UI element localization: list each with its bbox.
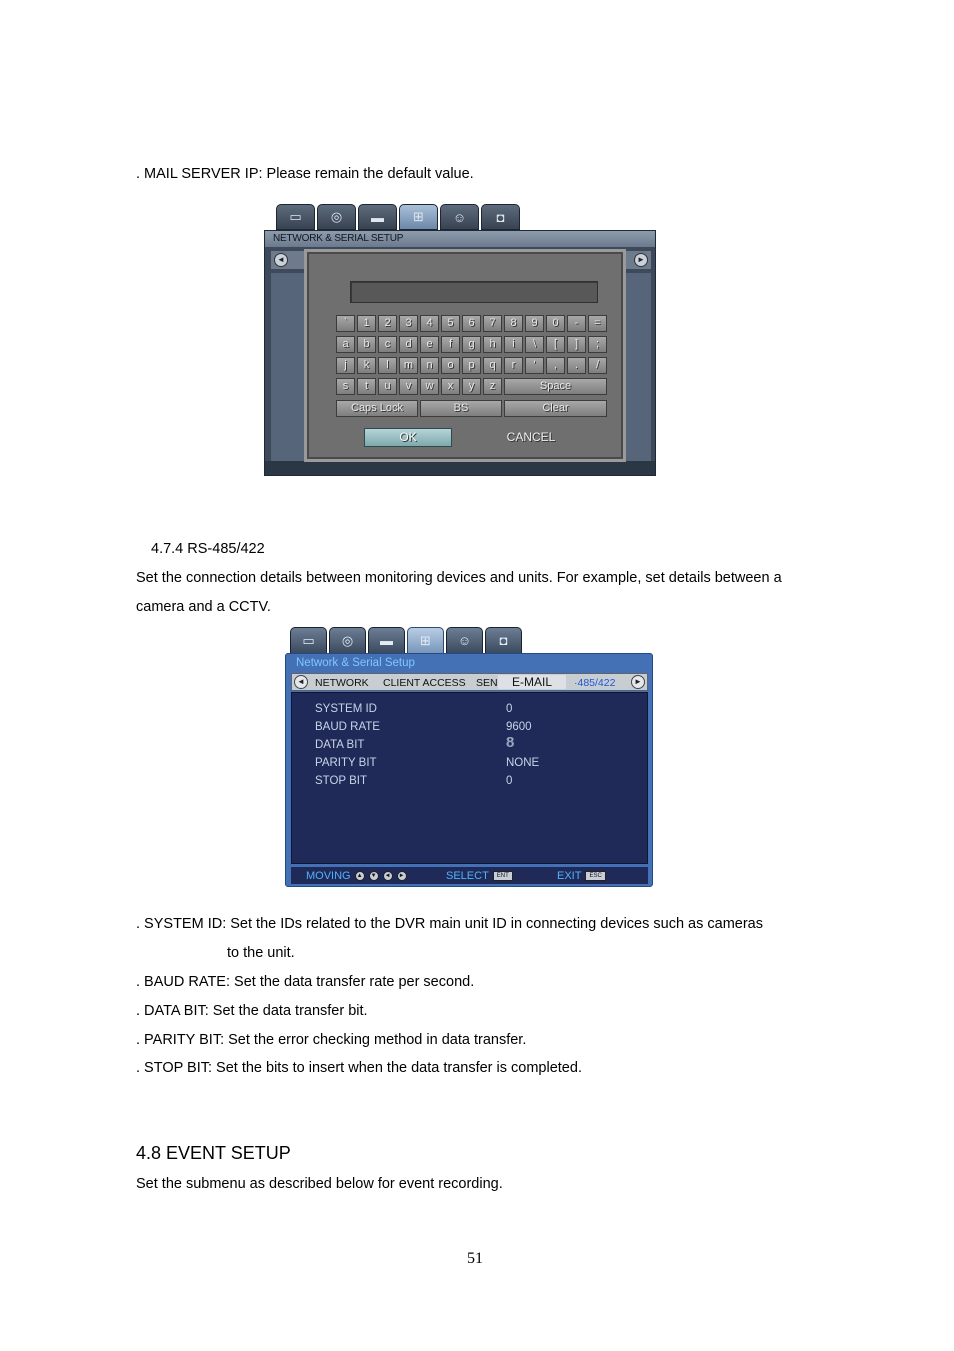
key[interactable]: r — [504, 357, 523, 374]
enter-key-icon: ENT — [493, 871, 513, 881]
setting-label-parity-bit: PARITY BIT — [315, 757, 377, 769]
key-row-4 — [336, 378, 607, 395]
section-heading-48: 4.8 EVENT SETUP — [136, 1143, 291, 1163]
ok-button[interactable]: OK — [364, 428, 452, 447]
bullet-data-bit: . DATA BIT: Set the data transfer bit. — [136, 1003, 368, 1019]
key[interactable]: 2 — [378, 315, 397, 332]
footer-moving-label: MOVING — [306, 870, 351, 882]
footer-select — [446, 869, 513, 883]
key[interactable]: p — [462, 357, 481, 374]
key[interactable]: k — [357, 357, 376, 374]
setting-value-stop-bit[interactable]: 0 — [506, 775, 513, 787]
camera-icon[interactable]: ◘ — [481, 204, 520, 230]
arrow-down-icon: ▼ — [369, 871, 379, 881]
space-key[interactable]: Space — [504, 378, 607, 395]
setup-window — [285, 653, 653, 887]
window-title: NETWORK & SERIAL SETUP — [265, 231, 655, 247]
key[interactable]: 9 — [525, 315, 544, 332]
key[interactable]: \ — [525, 336, 544, 353]
setting-label-data-bit: DATA BIT — [315, 739, 365, 751]
tab-network[interactable]: NETWORK — [315, 677, 369, 689]
key[interactable]: v — [399, 378, 418, 395]
key[interactable]: , — [546, 357, 565, 374]
footer-select-label: SELECT — [446, 870, 489, 882]
key[interactable]: ; — [588, 336, 607, 353]
key[interactable]: = — [588, 315, 607, 332]
nav-right-icon[interactable]: ► — [631, 675, 645, 689]
network-icon[interactable]: ⊞ — [407, 627, 444, 654]
virtual-keyboard — [304, 249, 626, 462]
key[interactable]: j — [336, 357, 355, 374]
key[interactable]: c — [378, 336, 397, 353]
bullet-baud-rate: . BAUD RATE: Set the data transfer rate per second. — [136, 974, 475, 990]
monitor-icon[interactable]: ▭ — [276, 204, 315, 230]
key[interactable]: 7 — [483, 315, 502, 332]
key[interactable]: 8 — [504, 315, 523, 332]
footer-moving — [306, 869, 407, 883]
hint-footer — [291, 866, 648, 884]
key[interactable]: t — [357, 378, 376, 395]
key[interactable]: g — [462, 336, 481, 353]
key[interactable]: w — [420, 378, 439, 395]
nav-left-icon[interactable]: ◄ — [294, 675, 308, 689]
key[interactable]: n — [420, 357, 439, 374]
key[interactable]: l — [378, 357, 397, 374]
monitor-icon[interactable]: ▭ — [290, 627, 327, 654]
key[interactable]: . — [567, 357, 586, 374]
camera-icon[interactable]: ◘ — [485, 627, 522, 654]
key[interactable]: - — [567, 315, 586, 332]
setting-value-parity-bit[interactable]: NONE — [506, 757, 540, 769]
user-icon[interactable]: ☺ — [446, 627, 483, 654]
key[interactable]: a — [336, 336, 355, 353]
setting-label-system-id: SYSTEM ID — [315, 703, 377, 715]
backspace-key[interactable]: BS — [420, 400, 502, 417]
bullet-parity-bit: . PARITY BIT: Set the error checking method in data transfer. — [136, 1032, 527, 1048]
arrow-up-icon: ▲ — [355, 871, 365, 881]
key-row-3 — [336, 357, 607, 374]
key[interactable]: e — [420, 336, 439, 353]
bullet-stop-bit: . STOP BIT: Set the bits to insert when the data transfer is completed. — [136, 1060, 582, 1076]
bullet-system-id-cont: to the unit. — [227, 945, 295, 961]
recorder-icon[interactable]: ▬ — [358, 204, 397, 230]
clear-key[interactable]: Clear — [504, 400, 607, 417]
arrow-left-icon: ◄ — [383, 871, 393, 881]
window-title: Network & Serial Setup — [296, 657, 415, 669]
key[interactable]: i — [504, 336, 523, 353]
setting-value-data-bit[interactable]: 8 — [506, 734, 515, 751]
key[interactable]: 0 — [546, 315, 565, 332]
menu-tab-bar — [276, 204, 520, 230]
setting-value-baud-rate[interactable]: 9600 — [506, 721, 532, 733]
key[interactable]: 4 — [420, 315, 439, 332]
disc-icon[interactable]: ◎ — [329, 627, 366, 654]
user-icon[interactable]: ☺ — [440, 204, 479, 230]
key[interactable]: 3 — [399, 315, 418, 332]
settings-panel — [291, 692, 648, 864]
key[interactable]: q — [483, 357, 502, 374]
key[interactable]: y — [462, 378, 481, 395]
key[interactable]: 5 — [441, 315, 460, 332]
setting-value-system-id[interactable]: 0 — [506, 703, 513, 715]
nav-left-icon[interactable]: ◄ — [274, 253, 288, 267]
tab-sen[interactable]: SEN — [476, 677, 498, 689]
section-474-desc-line2: camera and a CCTV. — [136, 599, 271, 615]
key[interactable]: 6 — [462, 315, 481, 332]
tab-client-access[interactable]: CLIENT ACCESS — [383, 677, 466, 689]
escape-key-icon: ESC — [585, 871, 605, 881]
section-48-desc: Set the submenu as described below for event recording. — [136, 1176, 503, 1192]
caps-lock-key[interactable]: Caps Lock — [336, 400, 418, 417]
footer-exit — [557, 869, 606, 883]
key[interactable]: ' — [525, 357, 544, 374]
key[interactable]: b — [357, 336, 376, 353]
cancel-button[interactable]: CANCEL — [506, 430, 556, 444]
network-icon[interactable]: ⊞ — [399, 204, 438, 230]
key[interactable]: 1 — [357, 315, 376, 332]
key[interactable]: / — [588, 357, 607, 374]
menu-tab-bar — [290, 627, 522, 654]
setting-label-baud-rate: BAUD RATE — [315, 721, 380, 733]
section-474-desc-line1: Set the connection details between monitoring devices and units. For example, set details between a — [136, 570, 782, 586]
key[interactable]: z — [483, 378, 502, 395]
setting-label-stop-bit: STOP BIT — [315, 775, 367, 787]
bullet-system-id: . SYSTEM ID: Set the IDs related to the DVR main unit ID in connecting devices such as cameras — [136, 916, 763, 932]
key[interactable]: h — [483, 336, 502, 353]
window-footer — [265, 461, 655, 475]
page-number: 51 — [467, 1250, 483, 1267]
key[interactable]: m — [399, 357, 418, 374]
key[interactable]: ] — [567, 336, 586, 353]
tab-rs485-422[interactable]: ·485/422 — [574, 677, 616, 689]
section-heading-474: 4.7.4 RS-485/422 — [151, 541, 265, 557]
arrow-right-icon: ► — [397, 871, 407, 881]
key[interactable]: [ — [546, 336, 565, 353]
footer-exit-label: EXIT — [557, 870, 582, 882]
keyboard-screenshot — [264, 204, 656, 476]
key-row-1 — [336, 315, 607, 332]
key[interactable]: u — [378, 378, 397, 395]
keyboard-text-input[interactable] — [350, 281, 598, 303]
sub-tab-strip — [291, 673, 648, 691]
key-row-2 — [336, 336, 607, 353]
key[interactable]: ` — [336, 315, 355, 332]
rs485-screenshot — [285, 627, 653, 887]
recorder-icon[interactable]: ▬ — [368, 627, 405, 654]
key[interactable]: d — [399, 336, 418, 353]
disc-icon[interactable]: ◎ — [317, 204, 356, 230]
nav-right-icon[interactable]: ► — [634, 253, 648, 267]
key[interactable]: x — [441, 378, 460, 395]
mail-server-ip-note: . MAIL SERVER IP: Please remain the default value. — [136, 166, 474, 182]
key[interactable]: s — [336, 378, 355, 395]
key-row-5 — [336, 400, 607, 417]
key[interactable]: f — [441, 336, 460, 353]
key[interactable]: o — [441, 357, 460, 374]
tab-email[interactable]: E-MAIL — [498, 675, 566, 689]
